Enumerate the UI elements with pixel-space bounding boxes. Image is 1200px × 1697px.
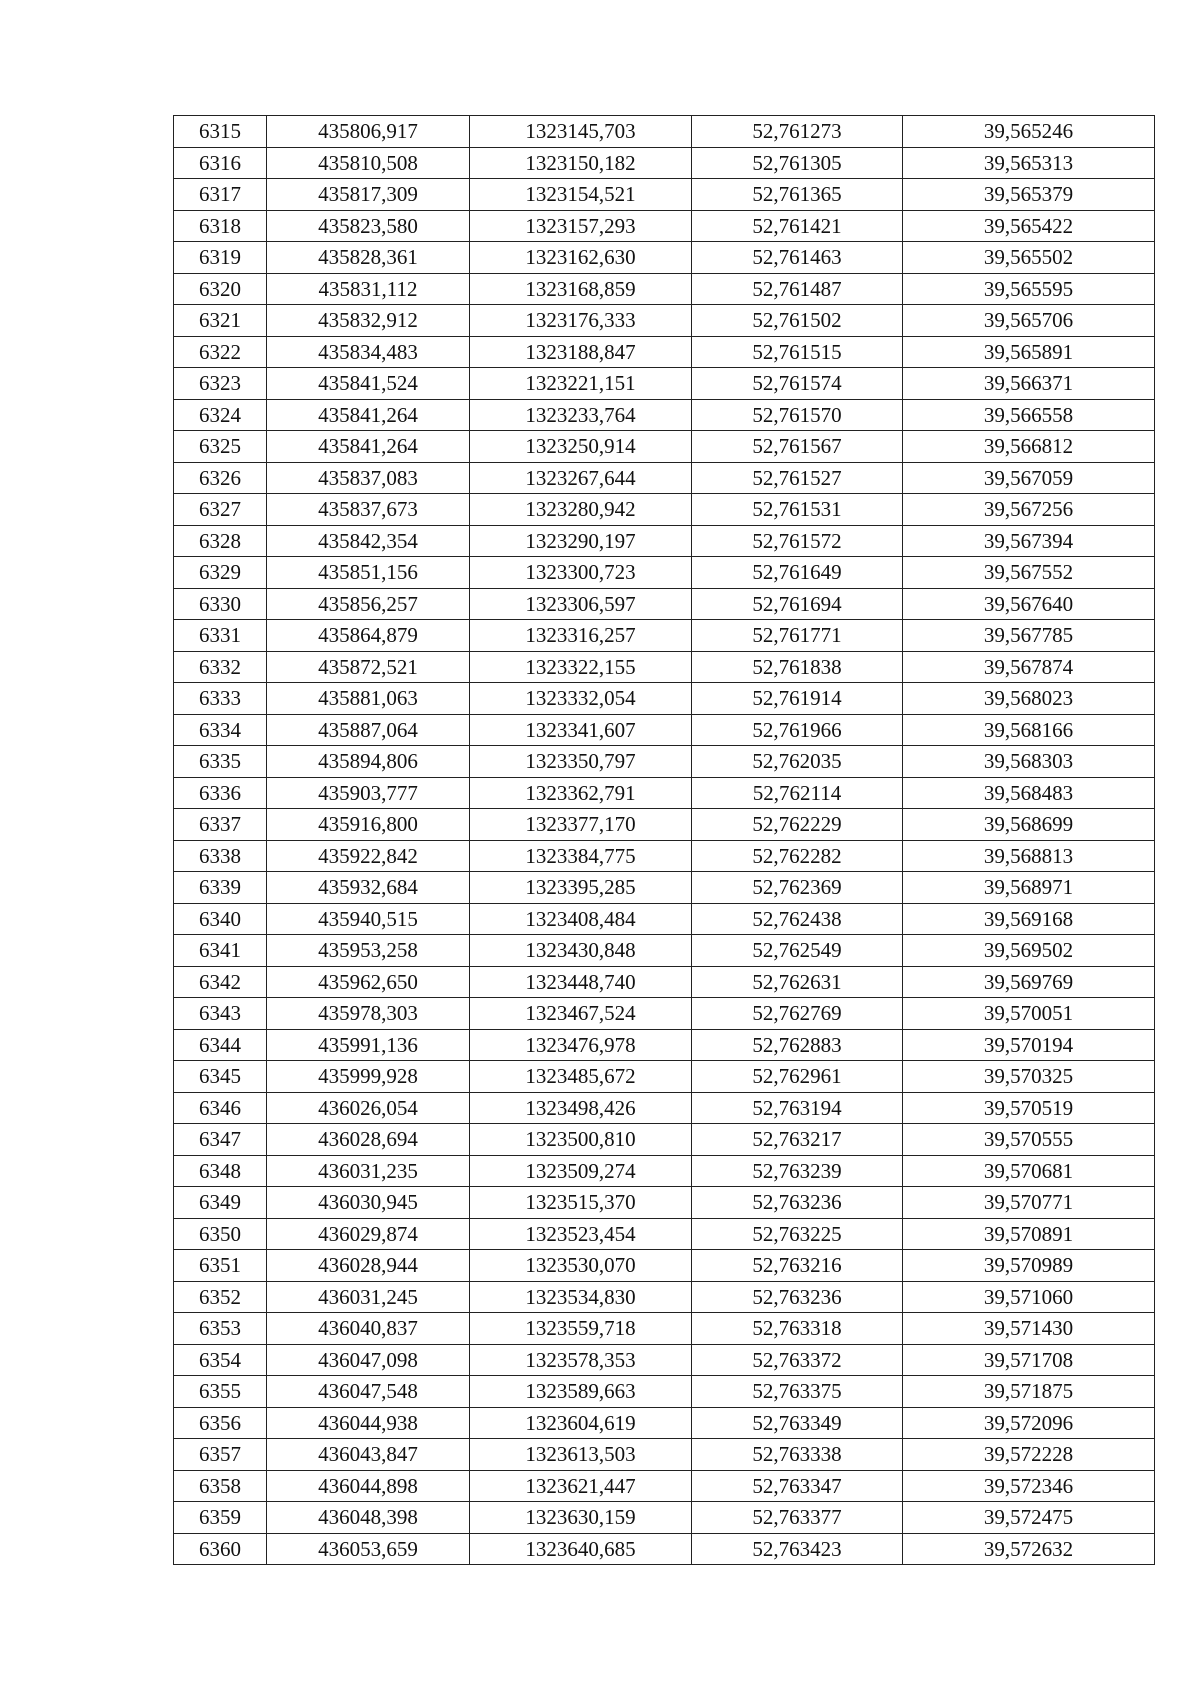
table-row: [174, 557, 1155, 589]
table-row: [174, 872, 1155, 904]
cell-y-coordinate: 1323500,810: [470, 1124, 692, 1156]
cell-point-number: 6322: [174, 336, 267, 368]
cell-point-number: 6351: [174, 1250, 267, 1282]
cell-x-coordinate: 436028,944: [267, 1250, 470, 1282]
cell-x-coordinate: 435834,483: [267, 336, 470, 368]
coordinates-table: [173, 115, 1155, 1565]
cell-y-coordinate: 1323530,070: [470, 1250, 692, 1282]
cell-y-coordinate: 1323430,848: [470, 935, 692, 967]
table-row: [174, 1344, 1155, 1376]
cell-point-number: 6333: [174, 683, 267, 715]
cell-latitude: 52,763338: [692, 1439, 903, 1471]
cell-latitude: 52,762883: [692, 1029, 903, 1061]
table-row: [174, 1313, 1155, 1345]
cell-latitude: 52,763377: [692, 1502, 903, 1534]
cell-point-number: 6317: [174, 179, 267, 211]
cell-point-number: 6358: [174, 1470, 267, 1502]
cell-longitude: 39,570771: [903, 1187, 1155, 1219]
cell-latitude: 52,761421: [692, 210, 903, 242]
table-row: [174, 431, 1155, 463]
table-row: [174, 809, 1155, 841]
cell-x-coordinate: 435999,928: [267, 1061, 470, 1093]
cell-x-coordinate: 436044,898: [267, 1470, 470, 1502]
table-row: [174, 998, 1155, 1030]
cell-longitude: 39,570989: [903, 1250, 1155, 1282]
table-row: [174, 1376, 1155, 1408]
cell-latitude: 52,763216: [692, 1250, 903, 1282]
table-row: [174, 1533, 1155, 1565]
cell-point-number: 6336: [174, 777, 267, 809]
cell-point-number: 6338: [174, 840, 267, 872]
cell-y-coordinate: 1323613,503: [470, 1439, 692, 1471]
cell-latitude: 52,761305: [692, 147, 903, 179]
table-row: [174, 714, 1155, 746]
cell-longitude: 39,572096: [903, 1407, 1155, 1439]
cell-y-coordinate: 1323362,791: [470, 777, 692, 809]
cell-point-number: 6353: [174, 1313, 267, 1345]
table-row: [174, 368, 1155, 400]
table-row: [174, 494, 1155, 526]
cell-point-number: 6346: [174, 1092, 267, 1124]
cell-latitude: 52,762369: [692, 872, 903, 904]
cell-x-coordinate: 436044,938: [267, 1407, 470, 1439]
cell-latitude: 52,762229: [692, 809, 903, 841]
cell-y-coordinate: 1323250,914: [470, 431, 692, 463]
cell-longitude: 39,570555: [903, 1124, 1155, 1156]
cell-y-coordinate: 1323168,859: [470, 273, 692, 305]
cell-point-number: 6315: [174, 116, 267, 148]
cell-latitude: 52,763375: [692, 1376, 903, 1408]
cell-y-coordinate: 1323589,663: [470, 1376, 692, 1408]
cell-point-number: 6356: [174, 1407, 267, 1439]
cell-longitude: 39,565379: [903, 179, 1155, 211]
cell-latitude: 52,761914: [692, 683, 903, 715]
cell-latitude: 52,762961: [692, 1061, 903, 1093]
cell-latitude: 52,762769: [692, 998, 903, 1030]
cell-longitude: 39,565246: [903, 116, 1155, 148]
cell-y-coordinate: 1323162,630: [470, 242, 692, 274]
cell-latitude: 52,761567: [692, 431, 903, 463]
cell-x-coordinate: 435978,303: [267, 998, 470, 1030]
cell-latitude: 52,762631: [692, 966, 903, 998]
cell-longitude: 39,569769: [903, 966, 1155, 998]
cell-point-number: 6344: [174, 1029, 267, 1061]
cell-latitude: 52,763423: [692, 1533, 903, 1565]
cell-y-coordinate: 1323523,454: [470, 1218, 692, 1250]
table-row: [174, 683, 1155, 715]
cell-x-coordinate: 435841,264: [267, 431, 470, 463]
cell-y-coordinate: 1323640,685: [470, 1533, 692, 1565]
table-row: [174, 525, 1155, 557]
cell-latitude: 52,761649: [692, 557, 903, 589]
cell-point-number: 6337: [174, 809, 267, 841]
table-row: [174, 1124, 1155, 1156]
cell-latitude: 52,761570: [692, 399, 903, 431]
cell-longitude: 39,568023: [903, 683, 1155, 715]
cell-y-coordinate: 1323350,797: [470, 746, 692, 778]
cell-latitude: 52,761365: [692, 179, 903, 211]
cell-point-number: 6326: [174, 462, 267, 494]
cell-point-number: 6329: [174, 557, 267, 589]
cell-y-coordinate: 1323300,723: [470, 557, 692, 589]
cell-longitude: 39,570681: [903, 1155, 1155, 1187]
cell-longitude: 39,571708: [903, 1344, 1155, 1376]
cell-y-coordinate: 1323476,978: [470, 1029, 692, 1061]
cell-longitude: 39,570891: [903, 1218, 1155, 1250]
table-row: [174, 1470, 1155, 1502]
cell-x-coordinate: 435837,083: [267, 462, 470, 494]
cell-longitude: 39,566558: [903, 399, 1155, 431]
cell-y-coordinate: 1323384,775: [470, 840, 692, 872]
cell-latitude: 52,763217: [692, 1124, 903, 1156]
cell-x-coordinate: 436047,098: [267, 1344, 470, 1376]
cell-x-coordinate: 435872,521: [267, 651, 470, 683]
cell-y-coordinate: 1323332,054: [470, 683, 692, 715]
cell-latitude: 52,761527: [692, 462, 903, 494]
cell-latitude: 52,763236: [692, 1281, 903, 1313]
cell-x-coordinate: 435828,361: [267, 242, 470, 274]
cell-x-coordinate: 436028,694: [267, 1124, 470, 1156]
cell-x-coordinate: 435887,064: [267, 714, 470, 746]
cell-y-coordinate: 1323604,619: [470, 1407, 692, 1439]
table-row: [174, 935, 1155, 967]
table-row: [174, 179, 1155, 211]
cell-x-coordinate: 435856,257: [267, 588, 470, 620]
table-row: [174, 336, 1155, 368]
table-row: [174, 620, 1155, 652]
cell-latitude: 52,761515: [692, 336, 903, 368]
cell-x-coordinate: 436030,945: [267, 1187, 470, 1219]
cell-latitude: 52,761572: [692, 525, 903, 557]
cell-y-coordinate: 1323316,257: [470, 620, 692, 652]
cell-x-coordinate: 436053,659: [267, 1533, 470, 1565]
cell-point-number: 6318: [174, 210, 267, 242]
cell-latitude: 52,763236: [692, 1187, 903, 1219]
cell-y-coordinate: 1323341,607: [470, 714, 692, 746]
cell-point-number: 6354: [174, 1344, 267, 1376]
cell-longitude: 39,567785: [903, 620, 1155, 652]
cell-longitude: 39,568813: [903, 840, 1155, 872]
cell-longitude: 39,571060: [903, 1281, 1155, 1313]
cell-x-coordinate: 435810,508: [267, 147, 470, 179]
cell-x-coordinate: 435851,156: [267, 557, 470, 589]
cell-longitude: 39,569168: [903, 903, 1155, 935]
cell-y-coordinate: 1323176,333: [470, 305, 692, 337]
cell-longitude: 39,565422: [903, 210, 1155, 242]
cell-x-coordinate: 435823,580: [267, 210, 470, 242]
cell-x-coordinate: 435841,264: [267, 399, 470, 431]
cell-y-coordinate: 1323395,285: [470, 872, 692, 904]
cell-x-coordinate: 435903,777: [267, 777, 470, 809]
cell-point-number: 6352: [174, 1281, 267, 1313]
cell-point-number: 6328: [174, 525, 267, 557]
cell-longitude: 39,570051: [903, 998, 1155, 1030]
cell-x-coordinate: 435881,063: [267, 683, 470, 715]
cell-point-number: 6349: [174, 1187, 267, 1219]
cell-x-coordinate: 435817,309: [267, 179, 470, 211]
cell-y-coordinate: 1323322,155: [470, 651, 692, 683]
cell-point-number: 6340: [174, 903, 267, 935]
cell-point-number: 6342: [174, 966, 267, 998]
cell-latitude: 52,761502: [692, 305, 903, 337]
cell-latitude: 52,761966: [692, 714, 903, 746]
cell-x-coordinate: 435932,684: [267, 872, 470, 904]
table-row: [174, 966, 1155, 998]
cell-y-coordinate: 1323498,426: [470, 1092, 692, 1124]
cell-latitude: 52,761771: [692, 620, 903, 652]
table-row: [174, 746, 1155, 778]
cell-latitude: 52,762549: [692, 935, 903, 967]
table-row: [174, 1092, 1155, 1124]
cell-latitude: 52,763318: [692, 1313, 903, 1345]
cell-latitude: 52,763349: [692, 1407, 903, 1439]
cell-longitude: 39,567059: [903, 462, 1155, 494]
cell-x-coordinate: 435837,673: [267, 494, 470, 526]
cell-y-coordinate: 1323188,847: [470, 336, 692, 368]
cell-latitude: 52,761574: [692, 368, 903, 400]
cell-latitude: 52,761463: [692, 242, 903, 274]
cell-longitude: 39,572475: [903, 1502, 1155, 1534]
cell-x-coordinate: 435864,879: [267, 620, 470, 652]
cell-x-coordinate: 435953,258: [267, 935, 470, 967]
cell-point-number: 6316: [174, 147, 267, 179]
table-row: [174, 210, 1155, 242]
cell-point-number: 6360: [174, 1533, 267, 1565]
table-row: [174, 242, 1155, 274]
table-row: [174, 1281, 1155, 1313]
cell-y-coordinate: 1323267,644: [470, 462, 692, 494]
cell-y-coordinate: 1323154,521: [470, 179, 692, 211]
cell-point-number: 6341: [174, 935, 267, 967]
cell-point-number: 6323: [174, 368, 267, 400]
cell-x-coordinate: 435894,806: [267, 746, 470, 778]
cell-latitude: 52,763194: [692, 1092, 903, 1124]
cell-latitude: 52,762114: [692, 777, 903, 809]
table-row: [174, 273, 1155, 305]
cell-longitude: 39,571430: [903, 1313, 1155, 1345]
cell-longitude: 39,565502: [903, 242, 1155, 274]
table-row: [174, 1155, 1155, 1187]
cell-latitude: 52,761531: [692, 494, 903, 526]
table-row: [174, 462, 1155, 494]
table-row: [174, 1439, 1155, 1471]
cell-longitude: 39,567874: [903, 651, 1155, 683]
cell-x-coordinate: 435831,112: [267, 273, 470, 305]
table-row: [174, 903, 1155, 935]
cell-y-coordinate: 1323467,524: [470, 998, 692, 1030]
cell-point-number: 6319: [174, 242, 267, 274]
cell-longitude: 39,572632: [903, 1533, 1155, 1565]
cell-x-coordinate: 436047,548: [267, 1376, 470, 1408]
cell-x-coordinate: 436029,874: [267, 1218, 470, 1250]
cell-point-number: 6345: [174, 1061, 267, 1093]
cell-point-number: 6357: [174, 1439, 267, 1471]
cell-y-coordinate: 1323559,718: [470, 1313, 692, 1345]
cell-x-coordinate: 435940,515: [267, 903, 470, 935]
cell-longitude: 39,572228: [903, 1439, 1155, 1471]
coordinates-table-body: [174, 116, 1155, 1565]
cell-y-coordinate: 1323157,293: [470, 210, 692, 242]
cell-y-coordinate: 1323145,703: [470, 116, 692, 148]
table-row: [174, 116, 1155, 148]
cell-point-number: 6325: [174, 431, 267, 463]
cell-longitude: 39,570519: [903, 1092, 1155, 1124]
table-row: [174, 1250, 1155, 1282]
cell-x-coordinate: 435806,917: [267, 116, 470, 148]
cell-y-coordinate: 1323408,484: [470, 903, 692, 935]
cell-y-coordinate: 1323485,672: [470, 1061, 692, 1093]
cell-longitude: 39,568303: [903, 746, 1155, 778]
cell-longitude: 39,566371: [903, 368, 1155, 400]
cell-x-coordinate: 436026,054: [267, 1092, 470, 1124]
cell-latitude: 52,763225: [692, 1218, 903, 1250]
cell-y-coordinate: 1323280,942: [470, 494, 692, 526]
cell-y-coordinate: 1323578,353: [470, 1344, 692, 1376]
cell-longitude: 39,570194: [903, 1029, 1155, 1061]
cell-y-coordinate: 1323233,764: [470, 399, 692, 431]
cell-y-coordinate: 1323515,370: [470, 1187, 692, 1219]
cell-latitude: 52,763372: [692, 1344, 903, 1376]
cell-longitude: 39,567256: [903, 494, 1155, 526]
table-row: [174, 651, 1155, 683]
table-row: [174, 840, 1155, 872]
cell-point-number: 6320: [174, 273, 267, 305]
cell-longitude: 39,570325: [903, 1061, 1155, 1093]
table-row: [174, 147, 1155, 179]
cell-y-coordinate: 1323630,159: [470, 1502, 692, 1534]
cell-longitude: 39,567640: [903, 588, 1155, 620]
cell-longitude: 39,569502: [903, 935, 1155, 967]
cell-x-coordinate: 436031,235: [267, 1155, 470, 1187]
cell-y-coordinate: 1323448,740: [470, 966, 692, 998]
table-row: [174, 305, 1155, 337]
cell-point-number: 6348: [174, 1155, 267, 1187]
cell-y-coordinate: 1323150,182: [470, 147, 692, 179]
cell-y-coordinate: 1323306,597: [470, 588, 692, 620]
cell-point-number: 6321: [174, 305, 267, 337]
cell-x-coordinate: 435832,912: [267, 305, 470, 337]
cell-point-number: 6334: [174, 714, 267, 746]
cell-x-coordinate: 436031,245: [267, 1281, 470, 1313]
cell-x-coordinate: 435991,136: [267, 1029, 470, 1061]
cell-y-coordinate: 1323621,447: [470, 1470, 692, 1502]
table-row: [174, 1502, 1155, 1534]
cell-longitude: 39,565313: [903, 147, 1155, 179]
cell-x-coordinate: 435962,650: [267, 966, 470, 998]
cell-latitude: 52,762438: [692, 903, 903, 935]
cell-longitude: 39,567552: [903, 557, 1155, 589]
cell-y-coordinate: 1323509,274: [470, 1155, 692, 1187]
cell-longitude: 39,567394: [903, 525, 1155, 557]
table-row: [174, 1029, 1155, 1061]
cell-point-number: 6327: [174, 494, 267, 526]
table-row: [174, 1187, 1155, 1219]
table-row: [174, 399, 1155, 431]
cell-x-coordinate: 435842,354: [267, 525, 470, 557]
cell-y-coordinate: 1323221,151: [470, 368, 692, 400]
cell-latitude: 52,761487: [692, 273, 903, 305]
table-row: [174, 1407, 1155, 1439]
cell-longitude: 39,568166: [903, 714, 1155, 746]
cell-y-coordinate: 1323377,170: [470, 809, 692, 841]
cell-latitude: 52,761273: [692, 116, 903, 148]
cell-longitude: 39,565595: [903, 273, 1155, 305]
cell-point-number: 6347: [174, 1124, 267, 1156]
cell-point-number: 6339: [174, 872, 267, 904]
cell-x-coordinate: 435841,524: [267, 368, 470, 400]
cell-point-number: 6355: [174, 1376, 267, 1408]
cell-longitude: 39,571875: [903, 1376, 1155, 1408]
cell-point-number: 6330: [174, 588, 267, 620]
cell-x-coordinate: 435916,800: [267, 809, 470, 841]
table-row: [174, 777, 1155, 809]
cell-y-coordinate: 1323290,197: [470, 525, 692, 557]
cell-point-number: 6335: [174, 746, 267, 778]
cell-longitude: 39,568483: [903, 777, 1155, 809]
cell-longitude: 39,572346: [903, 1470, 1155, 1502]
cell-point-number: 6359: [174, 1502, 267, 1534]
cell-point-number: 6324: [174, 399, 267, 431]
cell-latitude: 52,761694: [692, 588, 903, 620]
table-row: [174, 588, 1155, 620]
table-row: [174, 1061, 1155, 1093]
table-row: [174, 1218, 1155, 1250]
cell-point-number: 6332: [174, 651, 267, 683]
cell-longitude: 39,568699: [903, 809, 1155, 841]
cell-point-number: 6343: [174, 998, 267, 1030]
cell-x-coordinate: 436043,847: [267, 1439, 470, 1471]
cell-longitude: 39,566812: [903, 431, 1155, 463]
cell-point-number: 6331: [174, 620, 267, 652]
cell-x-coordinate: 436040,837: [267, 1313, 470, 1345]
cell-latitude: 52,763347: [692, 1470, 903, 1502]
cell-latitude: 52,762035: [692, 746, 903, 778]
cell-latitude: 52,761838: [692, 651, 903, 683]
cell-x-coordinate: 435922,842: [267, 840, 470, 872]
cell-latitude: 52,762282: [692, 840, 903, 872]
cell-x-coordinate: 436048,398: [267, 1502, 470, 1534]
cell-longitude: 39,565706: [903, 305, 1155, 337]
cell-longitude: 39,565891: [903, 336, 1155, 368]
cell-y-coordinate: 1323534,830: [470, 1281, 692, 1313]
cell-point-number: 6350: [174, 1218, 267, 1250]
cell-latitude: 52,763239: [692, 1155, 903, 1187]
cell-longitude: 39,568971: [903, 872, 1155, 904]
